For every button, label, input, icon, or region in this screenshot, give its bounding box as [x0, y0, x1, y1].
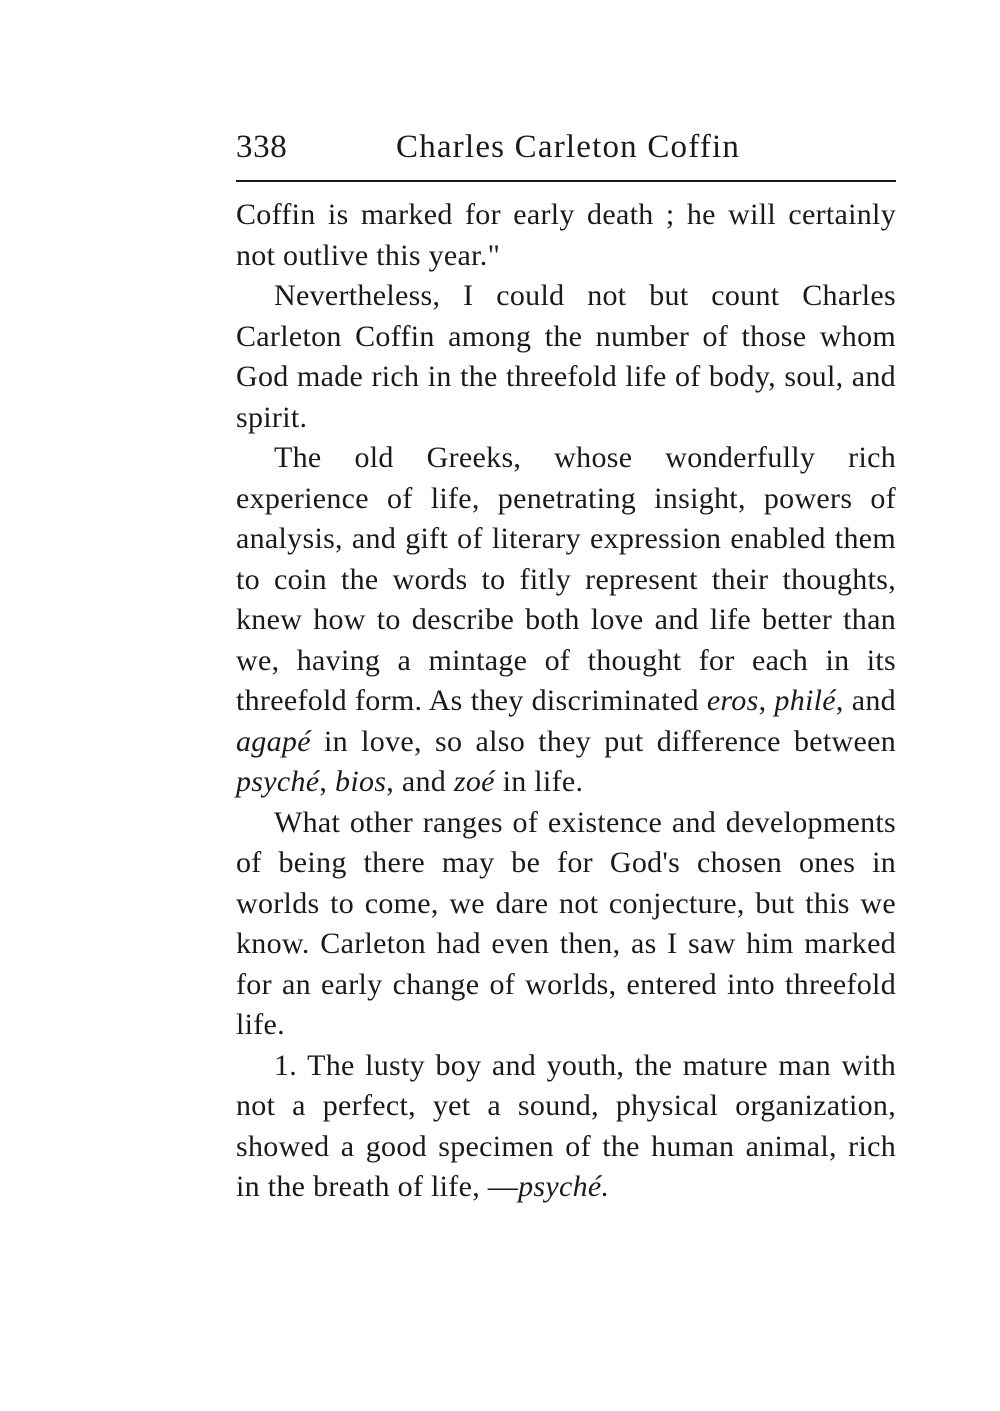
text-span: , and [386, 765, 454, 798]
italic-term-bios: bios [335, 765, 387, 798]
italic-term-phile: philé [774, 684, 836, 717]
text-span: The old Greeks, whose wonderfully rich experience of life, penetrating insight, powers of analysis, and gift of literary expression enabled them to coin the words to fitly represent their thoughts, knew how to describe both love and life better than we, having a mintage of thought for each in its threefold form. As they discriminated [236, 441, 896, 717]
text-span: in love, so also they put difference between [310, 724, 896, 758]
paragraph-numbered-1 [236, 1046, 896, 1208]
italic-term-eros: eros [706, 684, 759, 717]
page-number: 338 [236, 129, 288, 165]
paragraph-ranges: What other ranges of existence and developments of being there may be for God's chosen ones in worlds to come, we dare not conjecture, but this we know. Carleton had even then, as I saw him marked for an early change of worlds, entered into threefold life. [236, 805, 896, 1041]
text-span: , [319, 765, 336, 798]
paragraph-continued: Coffin is marked for early death ; he will certainly not outlive this year." [236, 198, 896, 272]
italic-term-zoe: zoé [453, 765, 495, 798]
header-rule [236, 180, 896, 182]
running-head [236, 122, 896, 172]
paragraph-nevertheless: Nevertheless, I could not but count Charles Carleton Coffin among the number of those whom God made rich in the threefold life of body, soul, and spirit. [236, 279, 896, 434]
text-span: in life. [494, 765, 584, 798]
text-span: 1. The lusty boy and youth, the mature man with not a perfect, yet a sound, physical organization, showed a good specimen of the human animal, rich in the breath of life, — [236, 1048, 896, 1203]
running-title: Charles Carleton Coffin [396, 129, 741, 165]
italic-term-psyche: psyché [236, 765, 320, 798]
italic-term-agape: agapé [236, 724, 311, 758]
text-span: , and [835, 684, 896, 717]
paragraph-greeks [236, 438, 896, 803]
text-span: , [758, 684, 775, 717]
italic-term-psyche: psyché. [518, 1170, 610, 1203]
body-text [236, 195, 896, 1208]
